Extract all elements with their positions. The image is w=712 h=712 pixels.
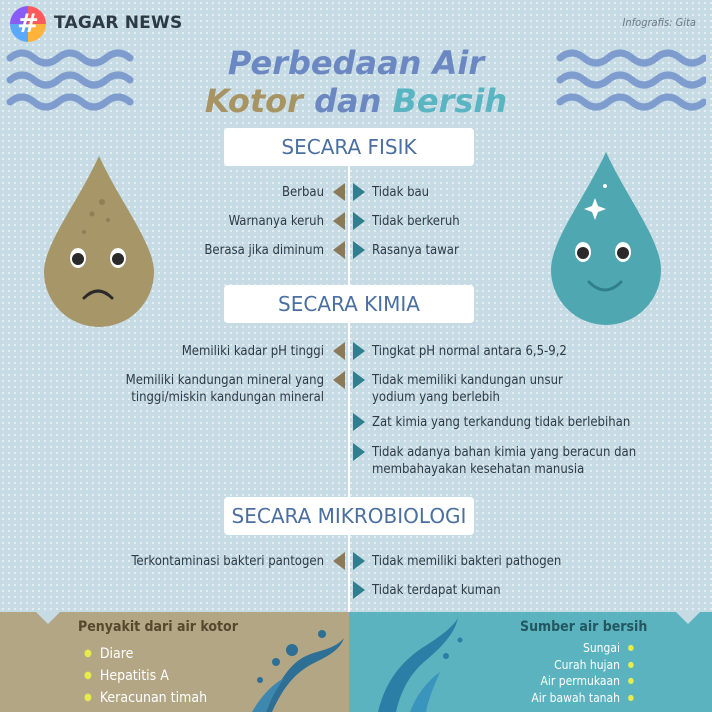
arrow-left-icon (333, 342, 345, 360)
section-header-kimia: SECARA KIMIA (224, 285, 474, 323)
brand-name: TAGAR NEWS (54, 13, 183, 33)
kimia-dirty-1: Memiliki kadar pH tinggi (181, 344, 324, 359)
title-line1: Perbedaan Air (227, 44, 485, 82)
kimia-clean-1: Tingkat pH normal antara 6,5-9,2 (372, 344, 567, 359)
panel-notch (676, 612, 700, 624)
disease-item: ● Keracunan timah (84, 688, 207, 710)
panel-notch (36, 612, 60, 624)
fisik-dirty-3: Berasa jika diminum (204, 243, 324, 258)
dirty-droplet-icon (38, 152, 160, 330)
fisik-dirty-1: Berbau (281, 185, 324, 200)
mikro-dirty-1: Terkontaminasi bakteri pantogen (131, 554, 324, 569)
title-bersih: Bersih (392, 82, 508, 120)
arrow-right-icon (353, 413, 365, 431)
arrow-right-icon (353, 443, 365, 461)
mikro-clean-2: Tidak terdapat kuman (372, 583, 501, 598)
clean-droplet-icon (545, 148, 667, 328)
kimia-dirty-2: Memiliki kandungan mineral yang tinggi/miskin kandungan mineral (125, 373, 324, 405)
arrow-left-icon (333, 552, 345, 570)
arrow-right-icon (353, 342, 365, 360)
kimia-clean-2: Tidak memiliki kandungan unsur yodium yang berlebih (372, 373, 563, 405)
arrow-left-icon (333, 212, 345, 230)
fisik-clean-1: Tidak bau (372, 185, 430, 200)
title-line2 (0, 82, 712, 120)
arrow-left-icon (333, 371, 345, 389)
splash-icon (232, 620, 352, 712)
section-header-mikrobiologi: SECARA MIKROBIOLOGI (224, 497, 474, 535)
sources-list (531, 640, 620, 706)
brand-hashtag-icon (10, 6, 46, 42)
center-divider (348, 166, 350, 612)
title-kotor: Kotor (204, 82, 303, 120)
credit-text: Infografis: Gita (622, 16, 696, 29)
disease-item: ● Hepatitis A (84, 666, 207, 688)
arrow-left-icon (333, 241, 345, 259)
arrow-right-icon (353, 241, 365, 259)
title-dan: dan (314, 82, 382, 120)
sources-title: Sumber air bersih (520, 619, 648, 635)
mikro-clean-1: Tidak memiliki bakteri pathogen (372, 554, 562, 569)
kimia-clean-4: Tidak adanya bahan kimia yang beracun dan membahayakan kesehatan manusia (372, 445, 637, 477)
arrow-left-icon (333, 183, 345, 201)
arrow-right-icon (353, 212, 365, 230)
arrow-right-icon (353, 371, 365, 389)
kimia-clean-3: Zat kimia yang terkandung tidak berlebihan (372, 415, 631, 430)
source-item: Air permukaan ● (531, 673, 620, 690)
splash-icon (360, 616, 470, 712)
source-item: Sungai ● (531, 640, 620, 657)
brand-hashtag-symbol: # (17, 9, 39, 39)
diseases-list (84, 644, 207, 710)
fisik-clean-3: Rasanya tawar (372, 243, 459, 258)
section-header-fisik: SECARA FISIK (224, 128, 474, 166)
arrow-right-icon (353, 552, 365, 570)
fisik-clean-2: Tidak berkeruh (372, 214, 460, 229)
arrow-right-icon (353, 183, 365, 201)
diseases-title: Penyakit dari air kotor (78, 619, 238, 635)
disease-item: ● Diare (84, 644, 207, 666)
source-item: Air bawah tanah ● (531, 690, 620, 707)
fisik-dirty-2: Warnanya keruh (228, 214, 324, 229)
arrow-right-icon (353, 581, 365, 599)
source-item: Curah hujan ● (531, 657, 620, 674)
